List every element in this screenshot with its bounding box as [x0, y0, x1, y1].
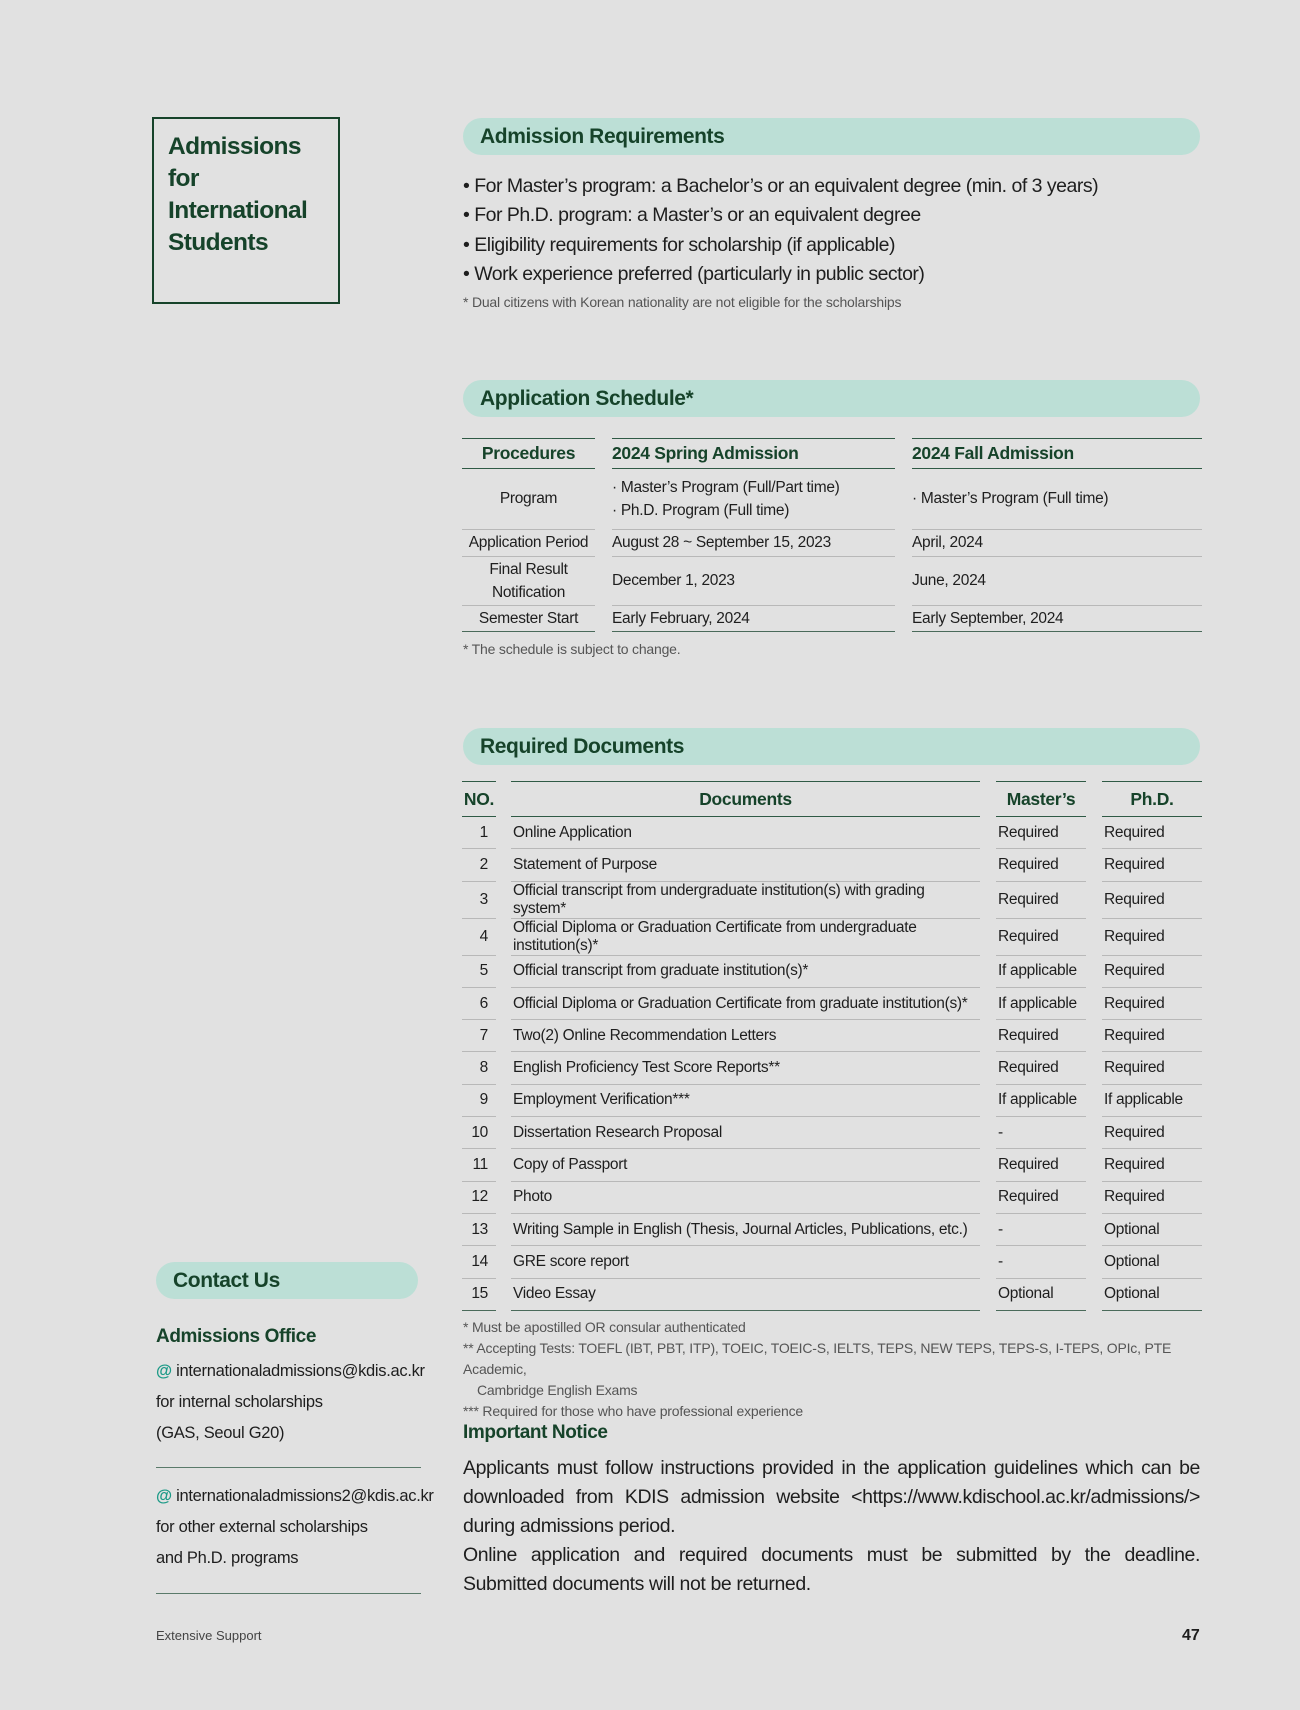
phd-requirement: Optional: [1102, 1246, 1202, 1278]
footnote: *** Required for those who have professional experience: [463, 1403, 803, 1419]
column-header: Ph.D.: [1102, 781, 1202, 817]
footer-section-label: Extensive Support: [156, 1628, 262, 1643]
table-cell: August 28 ~ September 15, 2023: [612, 530, 895, 557]
masters-requirement: -: [996, 1117, 1086, 1149]
table-row: [462, 530, 1202, 557]
phd-requirement: If applicable: [1102, 1085, 1202, 1117]
row-label: Program: [462, 469, 595, 530]
row-number: 1: [462, 817, 496, 849]
phd-requirement: Required: [1102, 1117, 1202, 1149]
table-row: [462, 469, 1202, 530]
divider: [156, 1467, 421, 1468]
document-name: Two(2) Online Recommendation Letters: [511, 1020, 980, 1052]
column-header: 2024 Fall Admission: [912, 438, 1202, 469]
phd-requirement: Required: [1102, 1020, 1202, 1052]
row-number: 13: [462, 1214, 496, 1246]
document-name: Writing Sample in English (Thesis, Journal Articles, Publications, etc.): [511, 1214, 980, 1246]
row-number: 3: [462, 882, 496, 919]
table-row: [462, 849, 1202, 881]
document-name: Official transcript from graduate institution(s)*: [511, 956, 980, 988]
list-item: • Eligibility requirements for scholarship (if applicable): [463, 233, 895, 256]
footnote: * Must be apostilled OR consular authenticated: [463, 1319, 746, 1335]
document-name: Official transcript from undergraduate institution(s) with grading system*: [511, 882, 980, 919]
contact-description: (GAS, Seoul G20): [156, 1424, 285, 1442]
admission-requirements-note: * Dual citizens with Korean nationality are not eligible for the scholarships: [463, 293, 902, 310]
contact-us-heading: Contact Us: [156, 1262, 418, 1299]
contact-email-line: [156, 1362, 425, 1381]
phd-requirement: Required: [1102, 817, 1202, 849]
list-item: • For Master’s program: a Bachelor’s or an equivalent degree (min. of 3 years): [463, 175, 1099, 197]
row-label: Final Result Notification: [462, 557, 595, 606]
table-header-row: [462, 781, 1202, 817]
column-header: Documents: [511, 781, 980, 817]
table-row: [462, 1246, 1202, 1278]
row-number: 9: [462, 1085, 496, 1117]
row-number: 8: [462, 1052, 496, 1084]
row-number: 6: [462, 988, 496, 1020]
masters-requirement: Required: [996, 1052, 1086, 1084]
row-label: Semester Start: [462, 606, 595, 632]
column-header: 2024 Spring Admission: [612, 438, 895, 469]
contact-description: and Ph.D. programs: [156, 1549, 299, 1567]
phd-requirement: Required: [1102, 849, 1202, 881]
table-row: [462, 1020, 1202, 1052]
contact-description: for other external scholarships: [156, 1518, 368, 1536]
masters-requirement: Required: [996, 919, 1086, 956]
phd-requirement: Optional: [1102, 1214, 1202, 1246]
documents-notes: [463, 1317, 1203, 1422]
phd-requirement: Required: [1102, 988, 1202, 1020]
masters-requirement: Required: [996, 1149, 1086, 1181]
schedule-note: * The schedule is subject to change.: [463, 641, 681, 657]
application-schedule-heading: Application Schedule*: [463, 380, 1200, 417]
page-title: Admissions for International Students: [168, 133, 308, 256]
admissions-office-label: Admissions Office: [156, 1326, 317, 1347]
document-name: Official Diploma or Graduation Certificate from undergraduate institution(s)*: [511, 919, 980, 956]
masters-requirement: Required: [996, 849, 1086, 881]
notice-paragraph: Online application and required documents must be submitted by the deadline. Submitted documents will not be returned.: [463, 1544, 1200, 1595]
document-name: Copy of Passport: [511, 1149, 980, 1181]
row-number: 12: [462, 1182, 496, 1214]
row-number: 10: [462, 1117, 496, 1149]
table-row: [462, 1052, 1202, 1084]
row-number: 2: [462, 849, 496, 881]
column-header: Master’s: [996, 781, 1086, 817]
admission-requirements-heading: Admission Requirements: [463, 118, 1200, 155]
row-number: 5: [462, 956, 496, 988]
table-header-row: [462, 438, 1202, 469]
phd-requirement: Required: [1102, 1149, 1202, 1181]
table-row: [462, 1279, 1202, 1311]
email-link[interactable]: internationaladmissions2@kdis.ac.kr: [176, 1487, 434, 1505]
list-item: • For Ph.D. program: a Master’s or an equivalent degree: [463, 204, 921, 227]
table-cell: June, 2024: [912, 557, 1202, 606]
divider: [156, 1593, 421, 1594]
masters-requirement: -: [996, 1246, 1086, 1278]
phd-requirement: Required: [1102, 882, 1202, 919]
row-number: 4: [462, 919, 496, 956]
masters-requirement: If applicable: [996, 956, 1086, 988]
document-name: Video Essay: [511, 1279, 980, 1311]
table-row: [462, 1214, 1202, 1246]
footnote: ** Accepting Tests: TOEFL (IBT, PBT, ITP), TOEIC, TOEIC-S, IELTS, TEPS, NEW TEPS, TEPS-S, I-TEPS, OPIc, PTE Academic,: [463, 1340, 1172, 1377]
table-cell: Early February, 2024: [612, 606, 895, 632]
table-cell: Early September, 2024: [912, 606, 1202, 632]
phd-requirement: Required: [1102, 1182, 1202, 1214]
phd-requirement: Optional: [1102, 1279, 1202, 1311]
email-link[interactable]: internationaladmissions@kdis.ac.kr: [176, 1362, 425, 1380]
table-cell: December 1, 2023: [612, 557, 895, 606]
masters-requirement: Required: [996, 1020, 1086, 1052]
at-icon: @: [156, 1487, 172, 1505]
important-notice-body: [463, 1454, 1200, 1599]
table-row: [462, 1085, 1202, 1117]
masters-requirement: If applicable: [996, 988, 1086, 1020]
schedule-table: [462, 438, 1202, 632]
column-header: Procedures: [462, 438, 595, 469]
document-name: Statement of Purpose: [511, 849, 980, 881]
document-name: English Proficiency Test Score Reports**: [511, 1052, 980, 1084]
row-label: Application Period: [462, 530, 595, 557]
phd-requirement: Required: [1102, 919, 1202, 956]
footnote: Cambridge English Exams: [477, 1382, 638, 1398]
table-row: [462, 956, 1202, 988]
column-header: NO.: [462, 781, 496, 817]
phd-requirement: Required: [1102, 956, 1202, 988]
table-row: [462, 817, 1202, 849]
table-row: [462, 882, 1202, 919]
notice-paragraph: Applicants must follow instructions provided in the application guidelines which can be downloaded from KDIS admission website <https://www.kdischool.ac.kr/admissions/> during admissions period.: [463, 1457, 1200, 1537]
document-name: Photo: [511, 1182, 980, 1214]
document-name: Employment Verification***: [511, 1085, 980, 1117]
phd-requirement: Required: [1102, 1052, 1202, 1084]
table-row: [462, 919, 1202, 956]
important-notice-heading: Important Notice: [463, 1422, 608, 1443]
row-number: 15: [462, 1279, 496, 1311]
page-title-box: [152, 117, 340, 304]
document-name: GRE score report: [511, 1246, 980, 1278]
table-row: [462, 1149, 1202, 1181]
table-row: [462, 557, 1202, 606]
row-number: 14: [462, 1246, 496, 1278]
masters-requirement: If applicable: [996, 1085, 1086, 1117]
contact-email-line: [156, 1487, 434, 1506]
list-item: • Work experience preferred (particularly in public sector): [463, 263, 925, 286]
document-name: Online Application: [511, 817, 980, 849]
masters-requirement: Required: [996, 817, 1086, 849]
admission-requirements-list: [463, 172, 1203, 310]
table-row: [462, 606, 1202, 632]
contact-description: for internal scholarships: [156, 1393, 323, 1411]
documents-table: [462, 781, 1202, 1311]
table-row: [462, 988, 1202, 1020]
page-number: 47: [1182, 1627, 1200, 1644]
table-cell: April, 2024: [912, 530, 1202, 557]
table-cell: · Master’s Program (Full/Part time) · Ph.D. Program (Full time): [612, 469, 895, 530]
table-row: [462, 1117, 1202, 1149]
at-icon: @: [156, 1362, 172, 1380]
masters-requirement: Required: [996, 882, 1086, 919]
document-name: Dissertation Research Proposal: [511, 1117, 980, 1149]
row-number: 7: [462, 1020, 496, 1052]
masters-requirement: Required: [996, 1182, 1086, 1214]
required-documents-heading: Required Documents: [463, 728, 1200, 765]
masters-requirement: Optional: [996, 1279, 1086, 1311]
document-name: Official Diploma or Graduation Certificate from graduate institution(s)*: [511, 988, 980, 1020]
masters-requirement: -: [996, 1214, 1086, 1246]
table-row: [462, 1182, 1202, 1214]
table-cell: · Master’s Program (Full time): [912, 469, 1202, 530]
row-number: 11: [462, 1149, 496, 1181]
